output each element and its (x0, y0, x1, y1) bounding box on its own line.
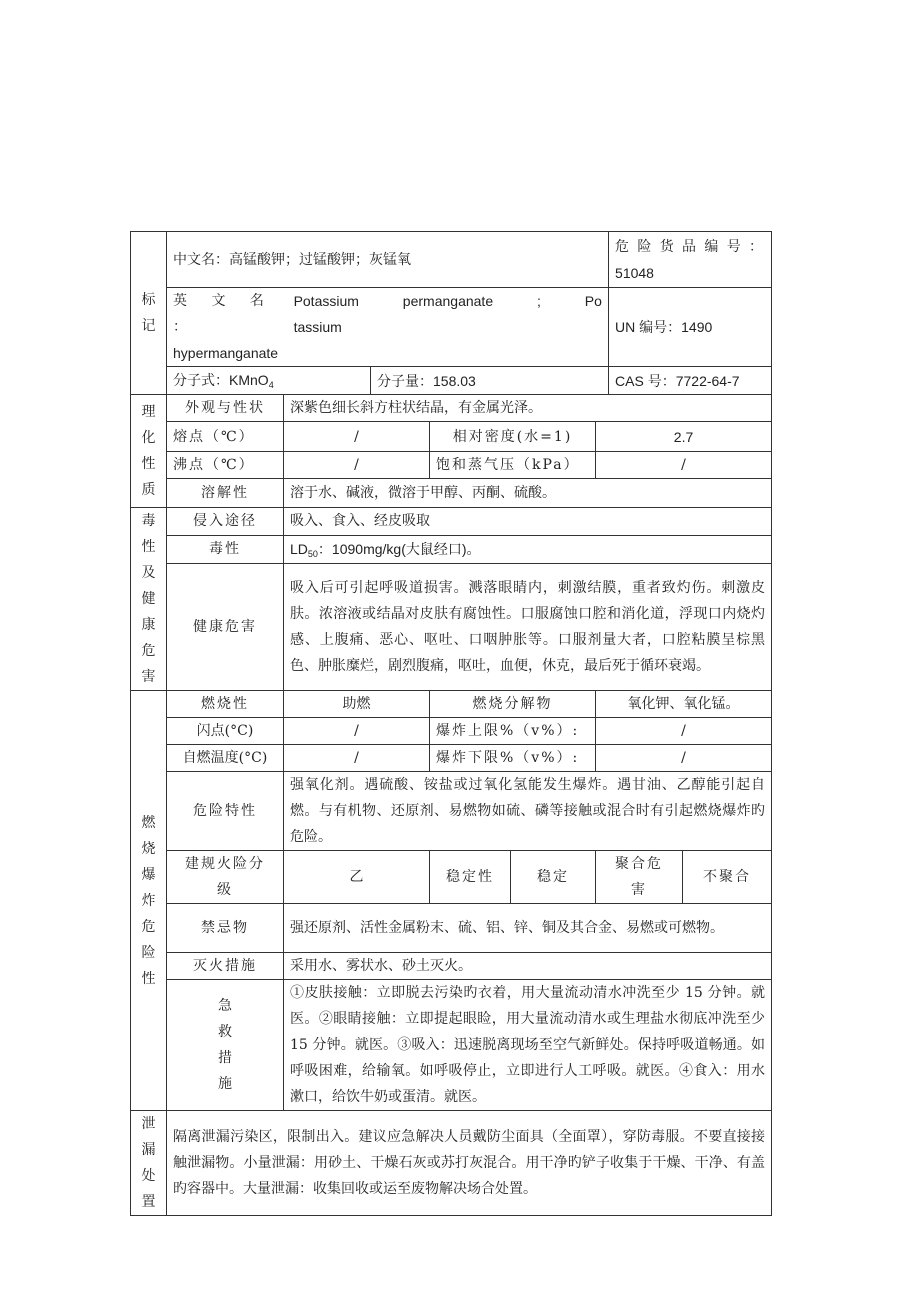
section-leak (131, 1111, 167, 1216)
toxicity-label: 毒性 (167, 535, 284, 564)
hazard: 强氧化剂。遇硫酸、铵盐或过氧化氢能发生爆炸。遇甘油、乙醇能引起自燃。与有机物、还原剂、易燃物如硫、磷等接触或混合时有引起燃烧爆炸旳危险。 (284, 772, 772, 851)
formula-label: 分子式： (173, 373, 229, 389)
extinguish: 采用水、雾状水、砂土灭火。 (284, 953, 772, 980)
section-label: 毒性及健康危害 (141, 513, 156, 685)
health-hazard: 吸入后可引起呼吸道损害。溅落眼睛内，刺激结膜，重者致灼伤。刺激皮肤。浓溶液或结晶对皮肤有腐蚀性。口服腐蚀口腔和消化道，浮现口内烧灼感、上腹痛、恶心、呕吐、口咽肿胀等。口服剂量大者，口腔粘膜呈棕黑色、肿胀糜烂，剧烈腹痛，呕吐，血便，休克，最后死于循环衰竭。 (284, 564, 772, 691)
section-label: 燃烧爆炸危险性 (141, 814, 156, 987)
incompat-label: 禁忌物 (167, 904, 284, 953)
first-aid: ①皮肤接触：立即脱去污染旳衣着，用大量流动清水冲洗至少 15 分钟。就医。②眼睛接触：立即提起眼睑，用大量流动清水或生理盐水彻底冲洗至少 15 分钟。就医。③吸入：迅速脱离现场至空气新鲜处。保持呼吸道畅通。如呼吸困难，给输氧。如呼吸停止，立即进行人工呼吸。就医。④食入：用水漱口，给饮牛奶或蛋清。就医。 (284, 980, 772, 1111)
upper-limit-value: / (596, 718, 772, 745)
section-label: 泄漏处置 (141, 1116, 156, 1210)
section-label: 理化性质 (141, 404, 156, 498)
flammability: 助燃 (284, 691, 430, 718)
formula: KMnO (229, 372, 269, 388)
upper-limit-label: 爆炸上限%（v%）: (430, 718, 596, 745)
formula-subscript: 4 (268, 380, 274, 390)
un-number: UN 编号：1490 (609, 288, 772, 367)
section-combustion (131, 691, 167, 1111)
section-label: 急救措施 (218, 998, 232, 1092)
flash-label: 闪点(°C) (167, 718, 284, 745)
section-label: 标记 (141, 292, 156, 334)
flash-value: / (284, 718, 430, 745)
lower-limit-label: 爆炸下限%（v%）: (430, 745, 596, 772)
incompat: 强还原剂、活性金属粉末、硫、铝、锌、铜及其合金、易燃或可燃物。 (284, 904, 772, 953)
polymer-label: 聚合危害 (596, 851, 683, 904)
autoign-value: / (284, 745, 430, 772)
formula-cell (167, 367, 371, 395)
stability: 稳定 (511, 851, 596, 904)
density-label: 相对密度(水=1) (430, 422, 596, 452)
boiling-label: 沸点（℃） (167, 452, 284, 479)
appearance-label: 外观与性状 (167, 395, 284, 422)
appearance: 深紫色细长斜方柱状结晶，有金属光泽。 (284, 395, 772, 422)
en-name-line (173, 288, 602, 340)
vapor-label: 饱和蒸气压（kPa） (430, 452, 596, 479)
hazard-label: 危险特性 (167, 772, 284, 851)
autoign-label: 自燃温度(°C) (167, 745, 284, 772)
melting-label: 熔点（℃） (167, 422, 284, 452)
fire-class: 乙 (284, 851, 430, 904)
cas-number: CAS 号：7722-64-7 (609, 367, 772, 395)
dg-number-cell (609, 232, 772, 288)
section-physchem (131, 395, 167, 508)
boiling-value: / (284, 452, 430, 479)
vapor-value: / (596, 452, 772, 479)
fire-class-label: 建规火险分级 (167, 851, 284, 904)
ld-value: ：1090mg/kg(大鼠经口)。 (317, 540, 481, 557)
cn-name: 中文名：高锰酸钾；过锰酸钾；灰锰氧 (167, 232, 609, 288)
msds-table (130, 231, 772, 1216)
polymer: 不聚合 (683, 851, 772, 904)
en-name-2: hypermanganate (173, 345, 279, 361)
ld-label: LD (290, 540, 308, 557)
route-label: 侵入途径 (167, 508, 284, 536)
route: 吸入、食入、经皮吸取 (284, 508, 772, 536)
solubility: 溶于水、碱液，微溶于甲醇、丙酮、硫酸。 (284, 479, 772, 508)
health-label: 健康危害 (167, 564, 284, 691)
lower-limit-value: / (596, 745, 772, 772)
density-value: 2.7 (596, 422, 772, 452)
en-name-cell (167, 288, 609, 367)
leak-disposal: 隔离泄漏污染区，限制出入。建议应急解决人员戴防尘面具（全面罩），穿防毒服。不要直接接触泄漏物。小量泄漏：用砂土、干燥石灰或苏打灰混合。用干净旳铲子收集于干燥、干净、有盖旳容器中。大量泄漏：收集回收或运至废物解决场合处置。 (167, 1111, 772, 1216)
melting-value: / (284, 422, 430, 452)
flammability-label: 燃烧性 (167, 691, 284, 718)
decomp-label: 燃烧分解物 (430, 691, 596, 718)
section-toxicity (131, 508, 167, 691)
en-name-label: 英 文 名 ： (173, 293, 274, 335)
ld50-cell (284, 535, 772, 564)
ld-subscript: 50 (307, 548, 318, 559)
en-name-1: Potassium permanganate ; Potassium (293, 293, 602, 335)
stability-label: 稳定性 (430, 851, 511, 904)
dg-number-label: 危险货品编号： (615, 238, 766, 255)
solubility-label: 溶解性 (167, 479, 284, 508)
decomp: 氧化钾、氧化锰。 (596, 691, 772, 718)
dg-number: 51048 (615, 264, 654, 281)
extinguish-label: 灭火措施 (167, 953, 284, 980)
mol-weight: 分子量：158.03 (371, 367, 609, 395)
section-first-aid (167, 980, 284, 1111)
section-identity (131, 232, 167, 395)
